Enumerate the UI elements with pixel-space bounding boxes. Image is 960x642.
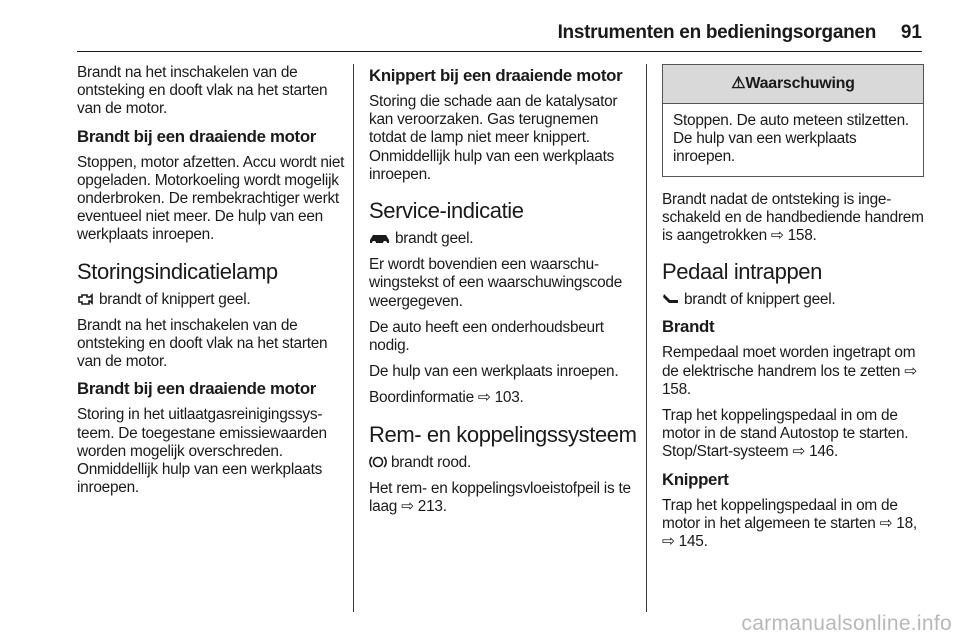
page-header bbox=[0, 22, 960, 62]
header-rule bbox=[77, 51, 922, 52]
column-divider-2 bbox=[646, 64, 647, 612]
watermark: carmanualsonline.info bbox=[741, 612, 952, 635]
page-title: Instrumenten en bedieningsorganen bbox=[557, 22, 876, 43]
icon-line bbox=[77, 291, 349, 309]
icon-line bbox=[369, 454, 637, 472]
paragraph: Storing die schade aan de katalysator kan veroorzaken. Gas terugnemen totdat de lamp niet meer knippert. Onmiddellijk hulp van een werkplaats inroepen. bbox=[369, 93, 618, 183]
paragraph: Er wordt bovendien een waarschuwingstekst of een waarschuwingscode weergegeven. bbox=[369, 256, 623, 310]
warning-title: ⚠Waarschuwing bbox=[663, 65, 923, 104]
paragraph: Het rem- en koppelingsvloeistofpeil is te laag ⇨ 213. bbox=[369, 479, 631, 516]
subheading: Brandt bij een draaiende motor bbox=[77, 379, 317, 399]
paragraph: Brandt nadat de ontsteking is ingeschakeld en de handbediende handrem is aangetrokken ⇨ 158. bbox=[662, 190, 924, 245]
paragraph: Brandt na het inschakelen van de ontsteking en dooft vlak na het starten van de motor. bbox=[77, 64, 328, 118]
column-1 bbox=[77, 64, 349, 505]
section-heading: Storingsindicatielamp bbox=[77, 258, 278, 284]
warning-text: Stoppen. De auto meteen stilzetten. De hulp van een werkplaats inroepen. bbox=[673, 112, 909, 166]
brake-warning-icon bbox=[369, 455, 387, 469]
subheading: Knippert bbox=[662, 469, 729, 489]
pedal-press-icon bbox=[662, 292, 680, 306]
paragraph: Storing in het uitlaatgasreinigingssysteem. De toegestane emissiewaarden worden mogelijk overschreden. Onmiddellijk hulp van een werkplaats inroepen. bbox=[77, 406, 327, 497]
engine-check-icon bbox=[77, 292, 95, 306]
warning-box bbox=[662, 64, 924, 177]
service-wrench-car-icon bbox=[369, 231, 391, 245]
paragraph: Rempedaal moet worden ingetrapt om de elektrische handrem los te zetten ⇨ 158. bbox=[662, 344, 917, 398]
page-number: 91 bbox=[900, 22, 922, 43]
icon-line bbox=[662, 291, 924, 309]
paragraph: Trap het koppelingspedaal in om de motor in het algemeen te starten ⇨ 18, ⇨ 145. bbox=[662, 496, 917, 551]
section-heading: Pedaal intrappen bbox=[662, 259, 822, 285]
paragraph: De auto heeft een onderhoudsbeurt nodig. bbox=[369, 318, 604, 355]
icon-description: brandt rood. bbox=[391, 453, 471, 471]
column-2 bbox=[369, 64, 637, 524]
column-divider-1 bbox=[353, 64, 354, 612]
icon-description: brandt geel. bbox=[395, 230, 474, 248]
section-heading: Service-indicatie bbox=[369, 198, 524, 224]
icon-description: brandt of knippert geel. bbox=[99, 290, 251, 308]
icon-line bbox=[369, 230, 637, 248]
subheading: Brandt bbox=[662, 317, 715, 337]
column-3 bbox=[662, 64, 924, 559]
paragraph: Trap het koppelingspedaal in om de motor in de stand Autostop te starten. Stop/Start-systeem ⇨ 146. bbox=[662, 407, 909, 461]
paragraph: Stoppen, motor afzetten. Accu wordt niet opgeladen. Motorkoeling wordt mogelijk onderbroken. De rembekrachtiger werkt eventueel niet meer. De hulp van een werkplaats inroepen. bbox=[77, 153, 345, 244]
section-heading: Rem- en koppelingssysteem bbox=[369, 421, 637, 447]
paragraph: De hulp van een werkplaats inroepen. bbox=[369, 363, 619, 381]
subheading: Brandt bij een draaiende motor bbox=[77, 126, 317, 146]
paragraph: Brandt na het inschakelen van de ontsteking en dooft vlak na het starten van de motor. bbox=[77, 316, 328, 371]
paragraph: Boordinformatie ⇨ 103. bbox=[369, 389, 524, 407]
subheading: Knippert bij een draaiende motor bbox=[369, 66, 623, 85]
icon-description: brandt of knippert geel. bbox=[684, 291, 836, 309]
